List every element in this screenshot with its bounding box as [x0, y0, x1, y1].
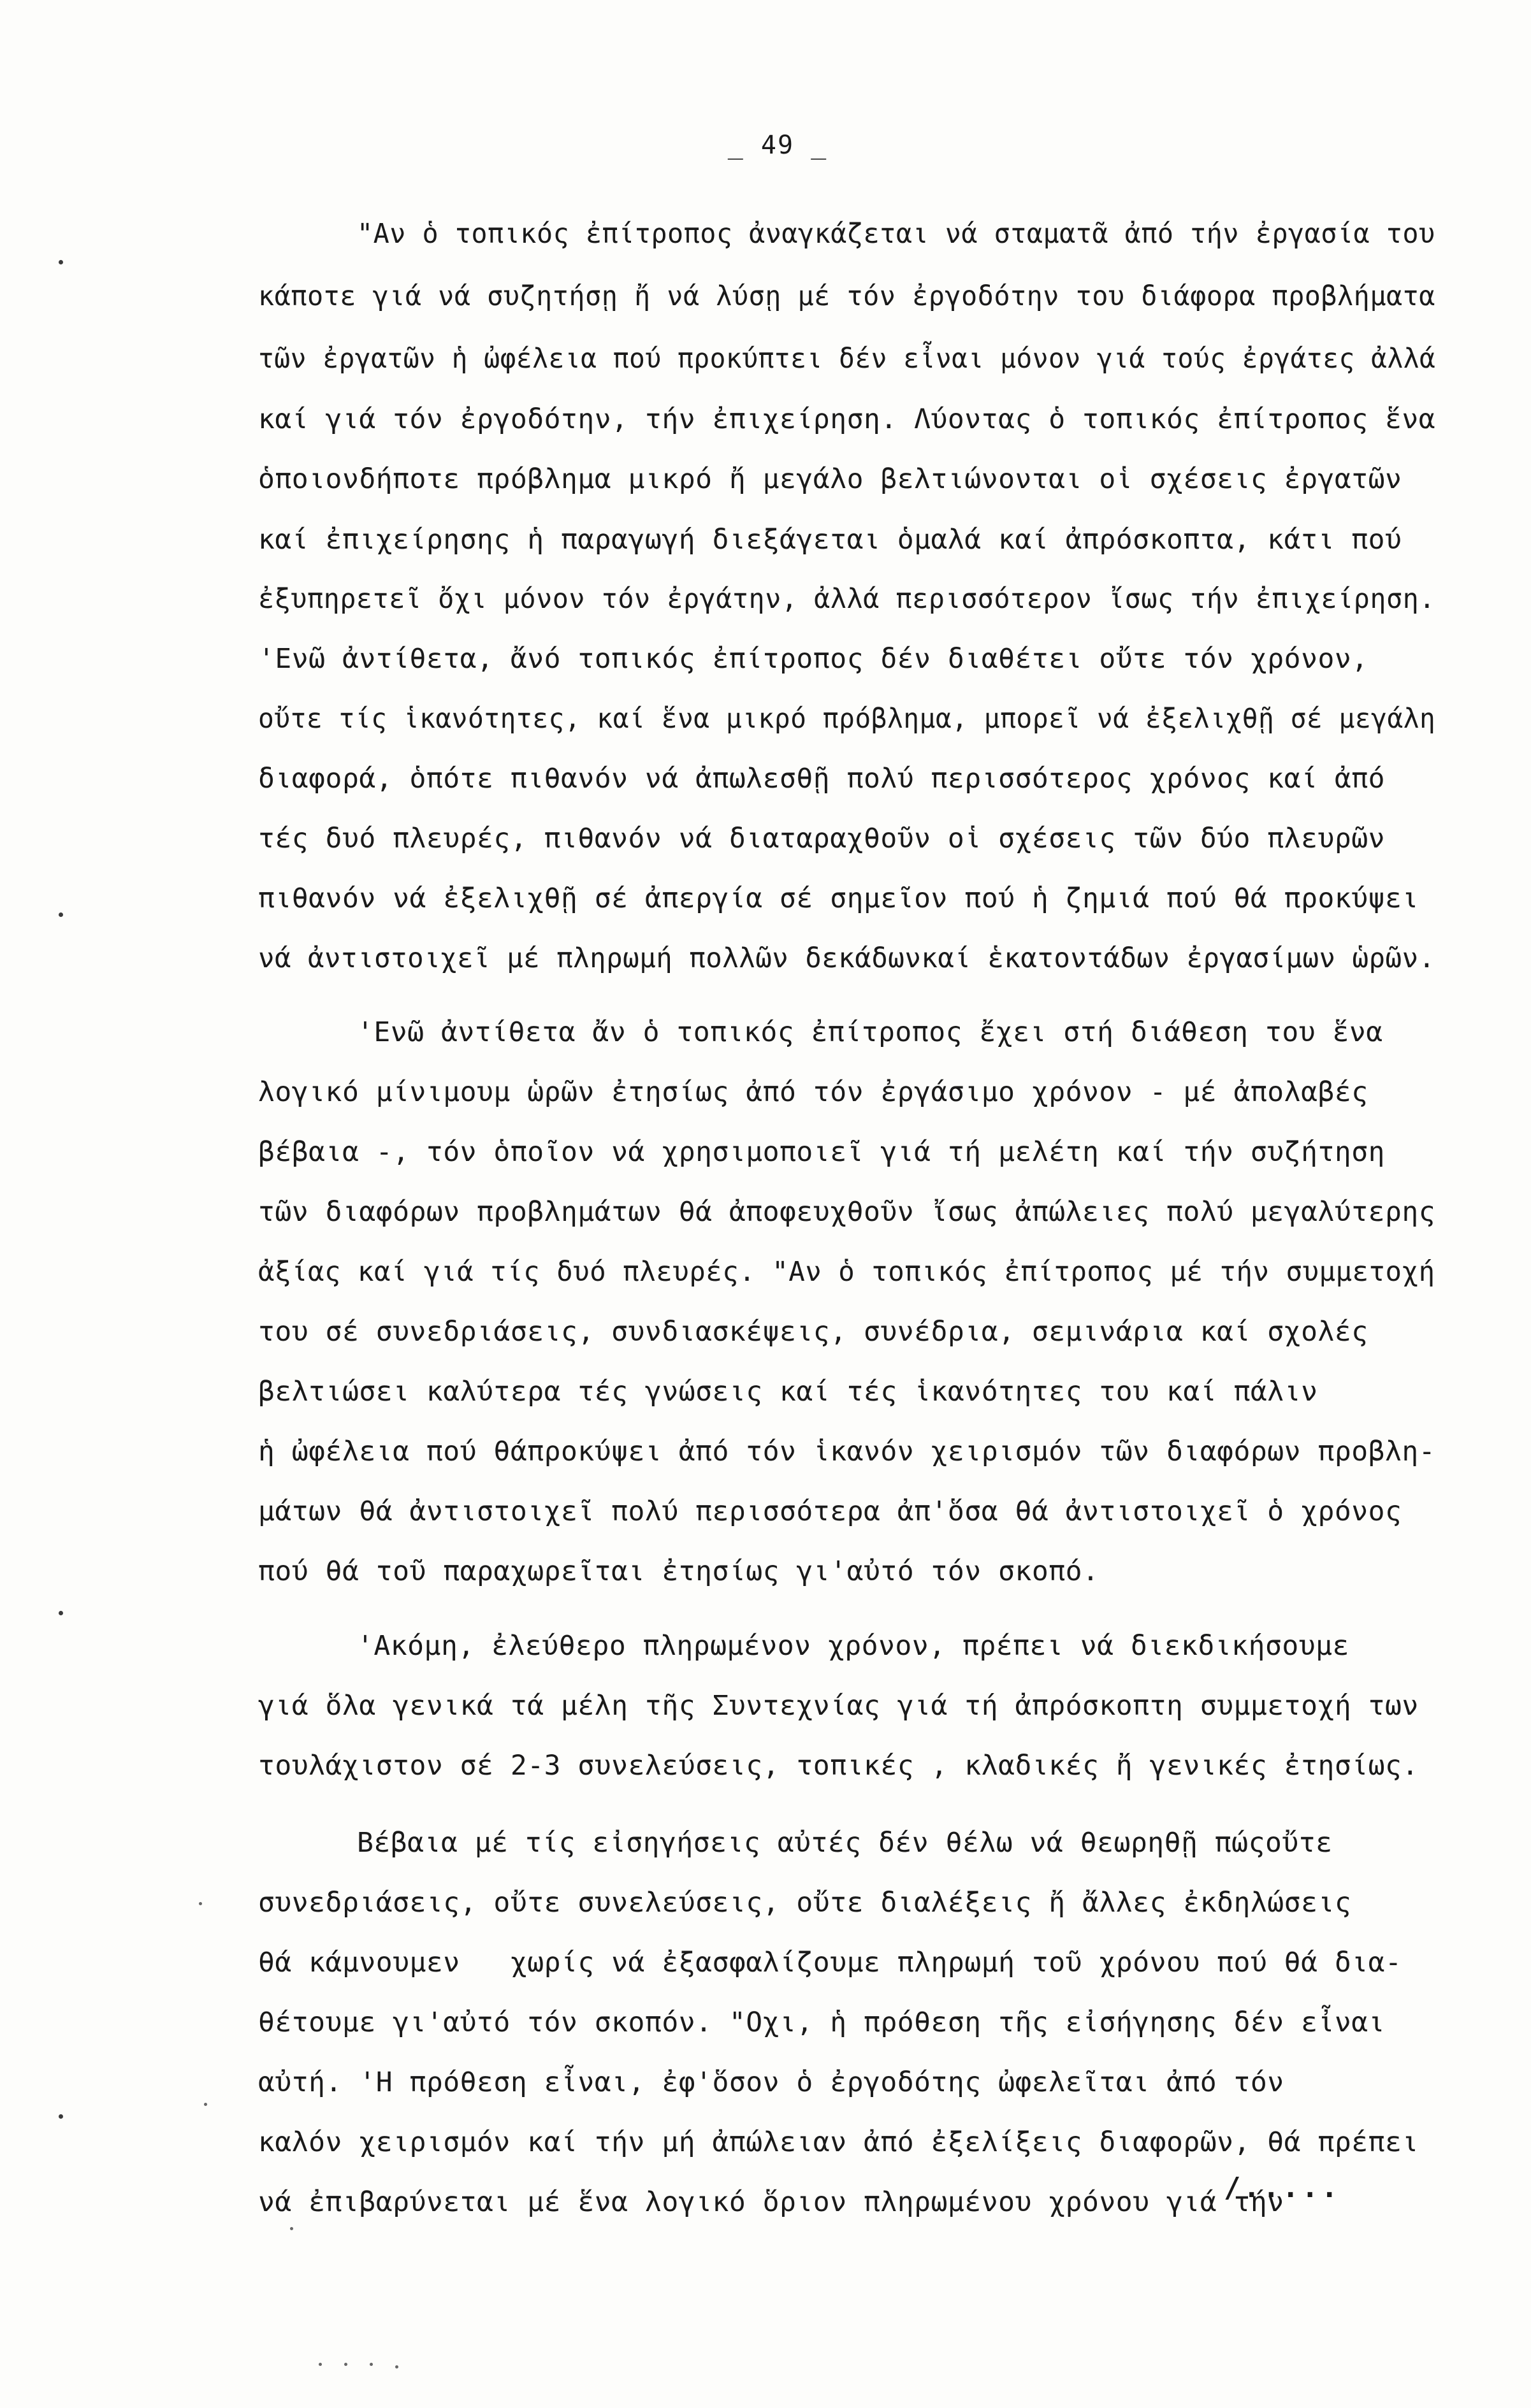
scan-speck: [395, 2365, 398, 2368]
text-line: γιά ὅλα γενικά τά μέλη τῆς Συντεχνίας γιά τή ἀπρόσκοπτη συμμετοχή των: [258, 1690, 1419, 1722]
text-line: 'Ενῶ ἀντίθετα, ἄνό τοπικός ἐπίτροπος δέν διαθέτει οὔτε τόν χρόνον,: [258, 643, 1368, 675]
text-line: "Αν ὁ τοπικός ἐπίτροπος ἀναγκάζεται νά σταματᾶ ἀπό τήν ἐργασία του: [357, 218, 1435, 250]
text-line: καί ἐπιχείρησης ἡ παραγωγή διεξάγεται ὁμαλά καί ἀπρόσκοπτα, κάτι πού: [258, 524, 1402, 556]
text-line: του σέ συνεδριάσεις, συνδιασκέψεις, συνέδρια, σεμινάρια καί σχολές: [258, 1316, 1368, 1348]
text-line: νά ἀντιστοιχεῖ μέ πληρωμή πολλῶν δεκάδωνκαί ἑκατοντάδων ἐργασίμων ὡρῶν.: [258, 942, 1435, 974]
scan-speck: [344, 2363, 347, 2366]
text-line: ἀξίας καί γιά τίς δυό πλευρές. "Αν ὁ τοπικός ἐπίτροπος μέ τήν συμμετοχή: [258, 1256, 1435, 1288]
text-line: διαφορά, ὁπότε πιθανόν νά ἀπωλεσθῇ πολύ περισσότερος χρόνος καί ἀπό: [258, 763, 1386, 795]
scan-speck: [319, 2363, 322, 2366]
text-line: 'Ενῶ ἀντίθετα ἄν ὁ τοπικός ἐπίτροπος ἔχει στή διάθεση του ἕνα: [357, 1016, 1383, 1048]
text-line: μάτων θά ἀντιστοιχεῖ πολύ περισσότερα ἀπ'ὅσα θά ἀντιστοιχεῖ ὁ χρόνος: [258, 1496, 1402, 1527]
text-line: λογικό μίνιμουμ ὡρῶν ἐτησίως ἀπό τόν ἐργάσιμο χρόνον - μέ ἀπολαβές: [258, 1076, 1368, 1108]
text-line: τουλάχιστον σέ 2-3 συνελεύσεις, τοπικές , κλαδικές ἤ γενικές ἐτησίως.: [258, 1750, 1419, 1782]
text-line: πιθανόν νά ἐξελιχθῇ σέ ἀπεργία σέ σημεῖον πού ἡ ζημιά πού θά προκύψει: [258, 883, 1419, 914]
text-line: ἐξυπηρετεῖ ὄχι μόνον τόν ἐργάτην, ἀλλά περισσότερον ἴσως τήν ἐπιχείρηση.: [258, 583, 1435, 615]
text-line: κάποτε γιά νά συζητήσῃ ἤ νά λύσῃ μέ τόν ἐργοδότην του διάφορα προβλήματα: [258, 280, 1435, 312]
text-line: θέτουμε γι'αὐτό τόν σκοπόν. "Οχι, ἡ πρόθεση τῆς εἰσήγησης δέν εἶναι: [258, 2007, 1386, 2038]
scan-speck: [59, 912, 63, 917]
text-line: βελτιώσει καλύτερα τές γνώσεις καί τές ἱκανότητες του καί πάλιν: [258, 1376, 1318, 1408]
scan-speck: [199, 1902, 202, 1905]
text-line: αὐτή. 'Η πρόθεση εἶναι, ἐφ'ὅσον ὁ ἐργοδότης ὠφελεῖται ἀπό τόν: [258, 2066, 1284, 2098]
page-number: _ 49 _: [727, 131, 828, 160]
text-line: Βέβαια μέ τίς εἰσηγήσεις αὐτές δέν θέλω νά θεωρηθῇ πώςοὔτε: [357, 1827, 1333, 1859]
text-line: καλόν χειρισμόν καί τήν μή ἀπώλειαν ἀπό ἐξελίξεις διαφορῶν, θά πρέπει: [258, 2126, 1419, 2158]
text-line: συνεδριάσεις, οὔτε συνελεύσεις, οὔτε διαλέξεις ἤ ἄλλες ἐκδηλώσεις: [258, 1887, 1352, 1919]
text-line: τῶν διαφόρων προβλημάτων θά ἀποφευχθοῦν ἴσως ἀπώλειες πολύ μεγαλύτερης: [258, 1196, 1436, 1228]
scan-speck: [290, 2227, 293, 2230]
scan-speck: [59, 260, 63, 264]
scan-speck: [59, 2114, 63, 2119]
text-line: ἡ ὠφέλεια πού θάπροκύψει ἀπό τόν ἱκανόν χειρισμόν τῶν διαφόρων προβλη-: [258, 1436, 1436, 1467]
text-line: 'Ακόμη, ἐλεύθερο πληρωμένον χρόνον, πρέπει νά διεκδικήσουμε: [357, 1630, 1349, 1662]
text-line: πού θά τοῦ παραχωρεῖται ἐτησίως γι'αὐτό τόν σκοπό.: [258, 1555, 1099, 1587]
text-line: τῶν ἐργατῶν ἡ ὠφέλεια πού προκύπτει δέν εἶναι μόνον γιά τούς ἐργάτες ἀλλά: [258, 343, 1436, 375]
text-line: θά κάμνουμεν χωρίς νά ἐξασφαλίζουμε πληρωμή τοῦ χρόνου πού θά δια-: [258, 1947, 1402, 1979]
text-line: τές δυό πλευρές, πιθανόν νά διαταραχθοῦν οἱ σχέσεις τῶν δύο πλευρῶν: [258, 823, 1386, 854]
text-line: οὔτε τίς ἱκανότητες, καί ἕνα μικρό πρόβλημα, μπορεῖ νά ἐξελιχθῇ σέ μεγάλη: [258, 703, 1436, 735]
text-line: νά ἐπιβαρύνεται μέ ἕνα λογικό ὅριον πληρωμένου χρόνου γιά τήν: [258, 2186, 1284, 2218]
scan-speck: [59, 1611, 63, 1615]
text-line: ὁποιονδήποτε πρόβλημα μικρό ἤ μεγάλο βελτιώνονται οἱ σχέσεις ἐργατῶν: [258, 463, 1402, 495]
text-line: βέβαια -, τόν ὁποῖον νά χρησιμοποιεῖ γιά τή μελέτη καί τήν συζήτηση: [258, 1136, 1386, 1168]
continuation-mark: /.....: [1224, 2172, 1340, 2204]
scan-speck: [370, 2363, 373, 2366]
text-line: καί γιά τόν ἐργοδότην, τήν ἐπιχείρηση. Λύοντας ὁ τοπικός ἐπίτροπος ἕνα: [258, 403, 1436, 435]
scan-speck: [204, 2103, 207, 2106]
